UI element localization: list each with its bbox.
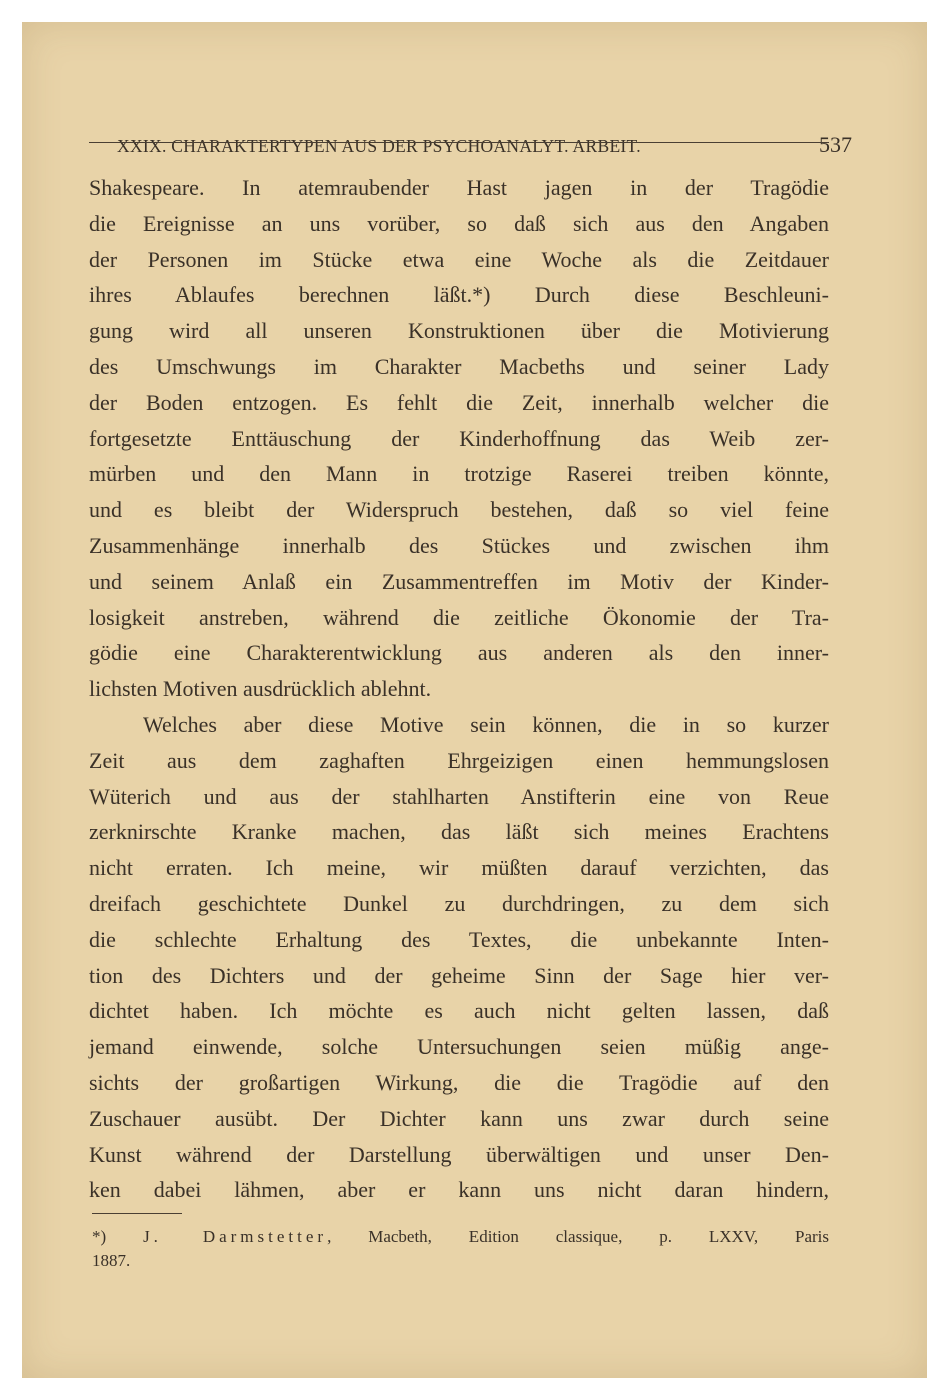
text-line: die schlechte Erhaltung des Textes, die unbekannte Inten-: [89, 926, 829, 952]
header-rule: [89, 142, 829, 143]
text-line: und seinem Anlaß ein Zusammentreffen im Motiv der Kinder-: [89, 568, 829, 594]
text-line: Zeit aus dem zaghaften Ehrgeizigen einen hemmungslosen: [89, 747, 829, 773]
running-header: [117, 132, 852, 158]
text-line: tion des Dichters und der geheime Sinn der Sage hier ver-: [89, 962, 829, 988]
text-line: jemand einwende, solche Untersuchungen seien müßig ange-: [89, 1034, 829, 1060]
text-line: zerknirschte Kranke machen, das läßt sich meines Erachtens: [89, 819, 829, 845]
footnote-rule: [92, 1213, 182, 1214]
header-title: XXIX. CHARAKTERTYPEN AUS DER PSYCHOANALYT. ARBEIT.: [117, 136, 641, 156]
text-line: die Ereignisse an uns vorüber, so daß sich aus den Angaben: [89, 210, 829, 236]
footnote-citation: , Macbeth, Edition classique, p. LXXV, Paris: [327, 1227, 829, 1246]
text-line: Shakespeare. In atemraubender Hast jagen in der Tragödie: [89, 175, 829, 200]
text-line: Kunst während der Darstellung überwältigen und unser Den-: [89, 1141, 829, 1167]
text-line: des Umschwungs im Charakter Macbeths und seiner Lady: [89, 353, 829, 379]
paragraph-start-line: Welches aber diese Motive sein können, die in so kurzer: [143, 711, 829, 737]
text-line: sichts der großartigen Wirkung, die die Tragödie auf den: [89, 1069, 829, 1095]
footnote-marker: *): [92, 1227, 107, 1246]
text-line: Zuschauer ausübt. Der Dichter kann uns zwar durch seine: [89, 1105, 829, 1131]
text-line: fortgesetzte Enttäuschung der Kinderhoffnung das Weib zer-: [89, 425, 829, 451]
footnote-line: [92, 1225, 829, 1249]
paragraph-end-line: lichsten Motiven ausdrücklich ablehnt.: [89, 676, 432, 702]
text-line: nicht erraten. Ich meine, wir müßten darauf verzichten, das: [89, 855, 829, 881]
page-number: 537: [819, 132, 852, 157]
body-text: [89, 170, 829, 1208]
text-line: gödie eine Charakterentwicklung aus anderen als den inner-: [89, 640, 829, 666]
footnote-year: 1887.: [92, 1251, 131, 1270]
text-line: ihres Ablaufes berechnen läßt.*) Durch diese Beschleuni-: [89, 282, 829, 308]
text-line: und es bleibt der Widerspruch bestehen, daß so viel feine: [89, 497, 829, 523]
text-line: dreifach geschichtete Dunkel zu durchdringen, zu dem sich: [89, 890, 829, 916]
text-line: Wüterich und aus der stahlharten Anstifterin eine von Reue: [89, 783, 829, 809]
text-line: gung wird all unseren Konstruktionen über die Motivierung: [89, 318, 829, 344]
text-line: mürben und den Mann in trotzige Raserei treiben könnte,: [89, 461, 829, 487]
text-line: ken dabei lähmen, aber er kann uns nicht daran hindern,: [89, 1177, 829, 1203]
footnote-author: J. Darmstetter: [143, 1227, 328, 1246]
text-line: Zusammenhänge innerhalb des Stückes und zwischen ihm: [89, 532, 829, 558]
text-line: losigkeit anstreben, während die zeitliche Ökonomie der Tra-: [89, 604, 829, 630]
footnote: [92, 1225, 829, 1273]
text-line: der Boden entzogen. Es fehlt die Zeit, innerhalb welcher die: [89, 389, 829, 415]
text-line: dichtet haben. Ich möchte es auch nicht gelten lassen, daß: [89, 998, 829, 1024]
text-line: der Personen im Stücke etwa eine Woche als die Zeitdauer: [89, 246, 829, 272]
